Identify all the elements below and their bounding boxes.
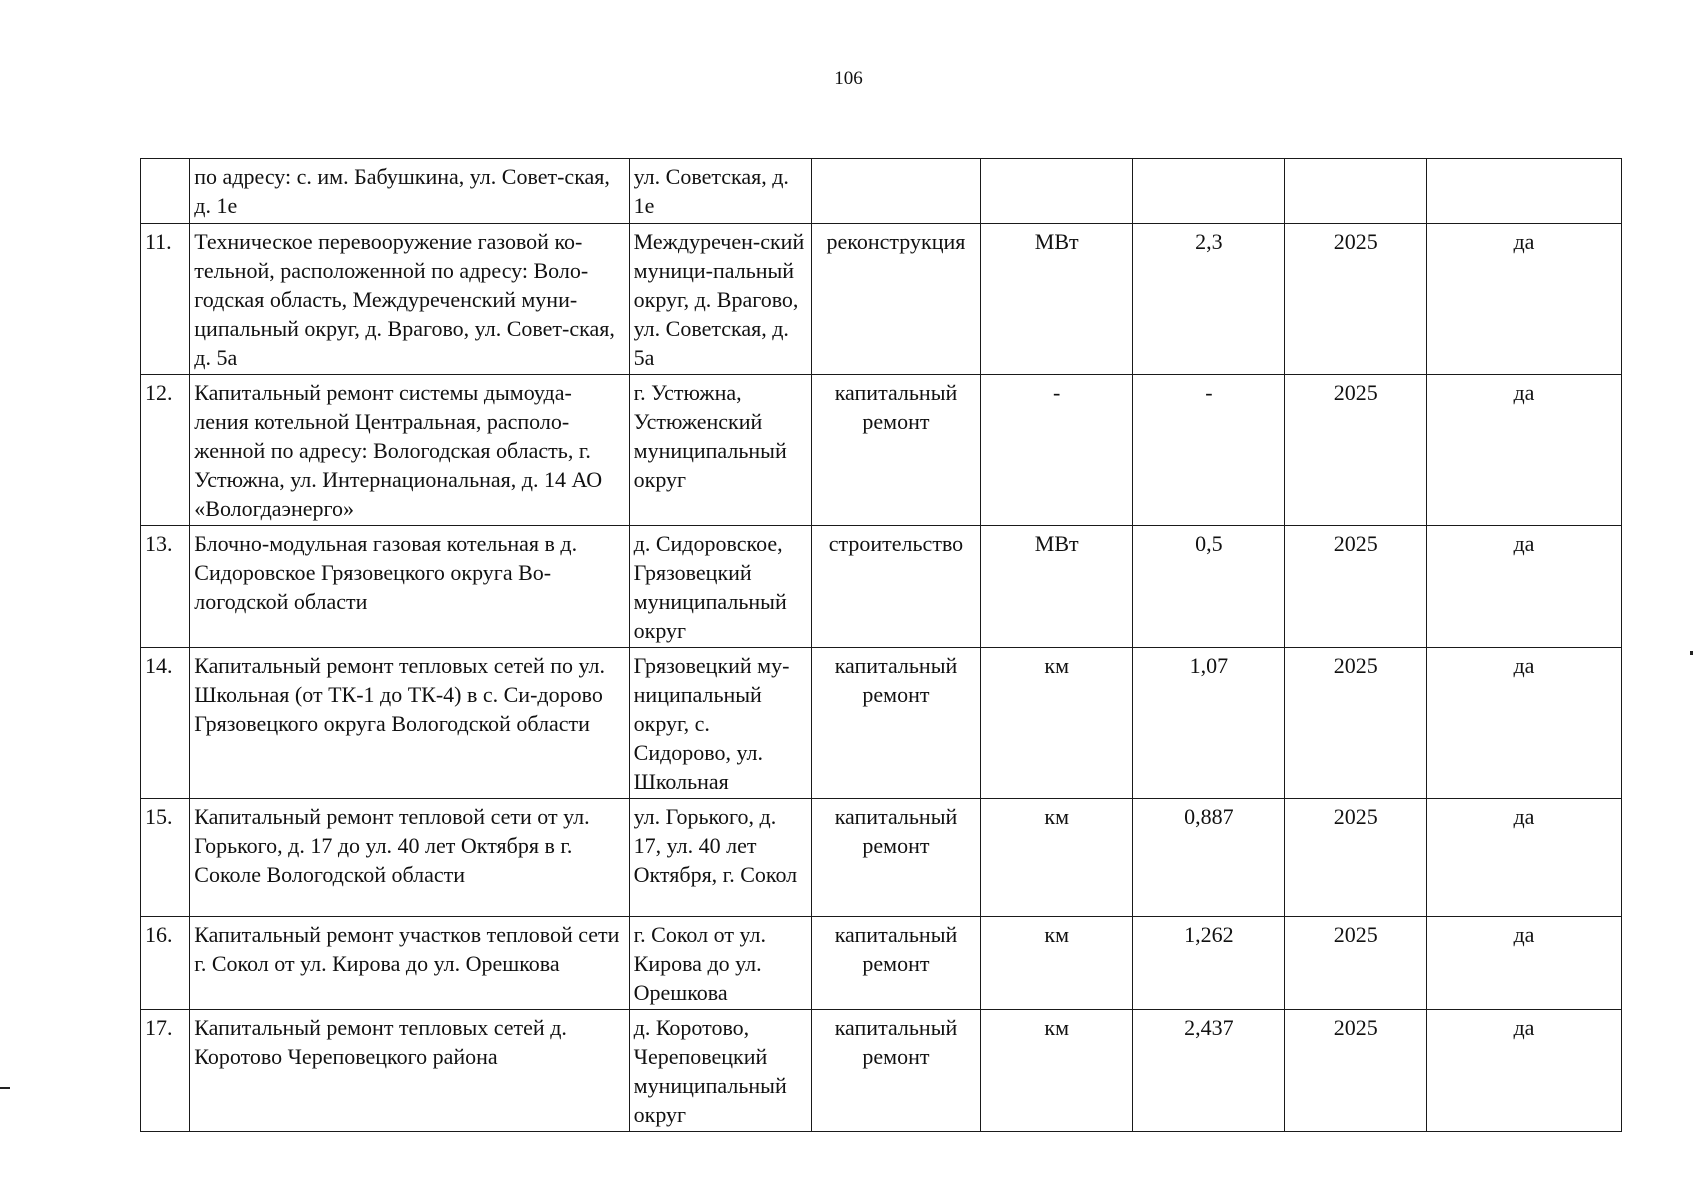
project-location: д. Сидоровское, Грязовецкий муниципальный округ bbox=[629, 526, 811, 648]
table-row bbox=[141, 799, 1622, 917]
inclusion-flag: да bbox=[1426, 526, 1621, 648]
measure-unit bbox=[981, 159, 1133, 224]
work-type: капитальный ремонт bbox=[811, 799, 980, 917]
measure-unit: МВт bbox=[981, 526, 1133, 648]
capacity-value bbox=[1133, 159, 1285, 224]
table-row bbox=[141, 1010, 1622, 1132]
row-number: 12. bbox=[141, 375, 190, 526]
completion-year: 2025 bbox=[1285, 224, 1426, 375]
work-type: реконструкция bbox=[811, 224, 980, 375]
completion-year bbox=[1285, 159, 1426, 224]
row-number bbox=[141, 159, 190, 224]
inclusion-flag: да bbox=[1426, 1010, 1621, 1132]
completion-year: 2025 bbox=[1285, 799, 1426, 917]
project-location: Междуречен-ский муници-пальный округ, д. Врагово, ул. Советская, д. 5а bbox=[629, 224, 811, 375]
project-name: Блочно-модульная газовая котельная в д. Сидоровское Грязовецкого округа Во-логодской области bbox=[190, 526, 629, 648]
capacity-value: 1,07 bbox=[1133, 648, 1285, 799]
table-row bbox=[141, 224, 1622, 375]
project-name: Капитальный ремонт тепловых сетей д. Коротово Череповецкого района bbox=[190, 1010, 629, 1132]
capacity-value: 2,3 bbox=[1133, 224, 1285, 375]
project-location: ул. Горького, д. 17, ул. 40 лет Октября, г. Сокол bbox=[629, 799, 811, 917]
row-number: 17. bbox=[141, 1010, 190, 1132]
project-name: Капитальный ремонт системы дымоуда-ления котельной Центральная, располо-женной по адресу: Вологодская область, г. Устюжна, ул. Интернациональная, д. 14 АО «Вологдаэнерго» bbox=[190, 375, 629, 526]
table-row bbox=[141, 375, 1622, 526]
capacity-value: 2,437 bbox=[1133, 1010, 1285, 1132]
capacity-value: 1,262 bbox=[1133, 917, 1285, 1010]
measure-unit: - bbox=[981, 375, 1133, 526]
table-row bbox=[141, 526, 1622, 648]
capacity-value: 0,887 bbox=[1133, 799, 1285, 917]
completion-year: 2025 bbox=[1285, 648, 1426, 799]
scan-mark-right bbox=[1690, 651, 1693, 655]
inclusion-flag: да bbox=[1426, 799, 1621, 917]
inclusion-flag: да bbox=[1426, 375, 1621, 526]
work-type: капитальный ремонт bbox=[811, 917, 980, 1010]
projects-table bbox=[140, 158, 1622, 1132]
row-number: 15. bbox=[141, 799, 190, 917]
inclusion-flag: да bbox=[1426, 224, 1621, 375]
inclusion-flag bbox=[1426, 159, 1621, 224]
measure-unit: км bbox=[981, 1010, 1133, 1132]
work-type bbox=[811, 159, 980, 224]
inclusion-flag: да bbox=[1426, 648, 1621, 799]
completion-year: 2025 bbox=[1285, 917, 1426, 1010]
project-location: г. Устюжна, Устюженский муниципальный округ bbox=[629, 375, 811, 526]
completion-year: 2025 bbox=[1285, 375, 1426, 526]
table-row bbox=[141, 159, 1622, 224]
project-location: д. Коротово, Череповецкий муниципальный округ bbox=[629, 1010, 811, 1132]
row-number: 16. bbox=[141, 917, 190, 1010]
work-type: капитальный ремонт bbox=[811, 375, 980, 526]
project-name: Капитальный ремонт тепловой сети от ул. Горького, д. 17 до ул. 40 лет Октября в г. Соколе Вологодской области bbox=[190, 799, 629, 917]
row-number: 13. bbox=[141, 526, 190, 648]
scan-mark-left bbox=[0, 1087, 10, 1089]
inclusion-flag: да bbox=[1426, 917, 1621, 1010]
row-number: 11. bbox=[141, 224, 190, 375]
work-type: строительство bbox=[811, 526, 980, 648]
work-type: капитальный ремонт bbox=[811, 1010, 980, 1132]
measure-unit: МВт bbox=[981, 224, 1133, 375]
project-name: Капитальный ремонт участков тепловой сети г. Сокол от ул. Кирова до ул. Орешкова bbox=[190, 917, 629, 1010]
row-number: 14. bbox=[141, 648, 190, 799]
measure-unit: км bbox=[981, 648, 1133, 799]
project-name: Капитальный ремонт тепловых сетей по ул. Школьная (от ТК-1 до ТК-4) в с. Си-дорово Грязовецкого округа Вологодской области bbox=[190, 648, 629, 799]
capacity-value: 0,5 bbox=[1133, 526, 1285, 648]
project-location: ул. Советская, д. 1е bbox=[629, 159, 811, 224]
work-type: капитальный ремонт bbox=[811, 648, 980, 799]
project-location: г. Сокол от ул. Кирова до ул. Орешкова bbox=[629, 917, 811, 1010]
table-row bbox=[141, 917, 1622, 1010]
project-location: Грязовецкий му-ниципальный округ, с. Сидорово, ул. Школьная bbox=[629, 648, 811, 799]
completion-year: 2025 bbox=[1285, 526, 1426, 648]
project-name: по адресу: с. им. Бабушкина, ул. Совет-ская, д. 1е bbox=[190, 159, 629, 224]
capacity-value: - bbox=[1133, 375, 1285, 526]
page-number: 106 bbox=[834, 68, 863, 89]
project-name: Техническое перевооружение газовой ко-тельной, расположенной по адресу: Воло-годская область, Междуреченский муни-ципальный округ, д. Врагово, ул. Совет-ская, д. 5а bbox=[190, 224, 629, 375]
measure-unit: км bbox=[981, 917, 1133, 1010]
completion-year: 2025 bbox=[1285, 1010, 1426, 1132]
measure-unit: км bbox=[981, 799, 1133, 917]
table-row bbox=[141, 648, 1622, 799]
